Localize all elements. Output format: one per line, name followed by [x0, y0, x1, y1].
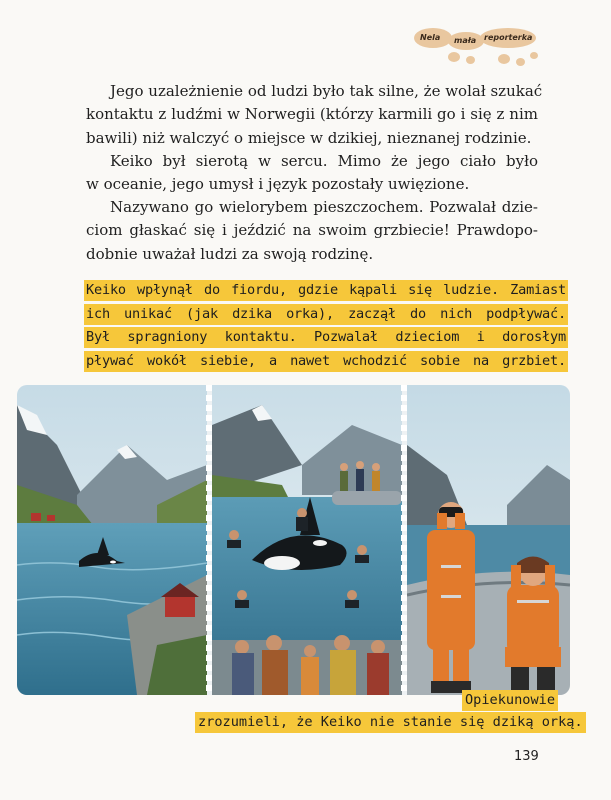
text-line: ciom głaskać się i jeździć na swoim grzbiecie! Prawdopo-	[86, 221, 538, 240]
text-line: bawili) niż walczyć o miejsce w dzikiej, nieznanej rodzinie.	[86, 128, 532, 147]
text-line: dobnie uważał ludzi za swoją rodzinę.	[86, 244, 374, 263]
text-line: w oceanie, jego umysł i język pozostały uwięzione.	[86, 175, 470, 194]
panel-caretakers	[407, 385, 570, 695]
text-line: kontaktu z ludźmi w Norwegii (którzy karmili go i się z nim	[86, 105, 538, 124]
text-line: Keiko był sierotą w sercu. Mimo że jego ciało było	[110, 152, 538, 170]
paragraph-2	[86, 150, 538, 197]
highlight-line: ich unikać (jak dzika orka), zaczął do nich podpływać.	[84, 304, 568, 325]
highlight-line: pływać wokół siebie, a nawet wchodzić sobie na grzbiet.	[84, 351, 568, 372]
highlight-line: Keiko wpłynął do fiordu, gdzie kąpali się ludzie. Zamiast	[84, 280, 568, 301]
comic-illustration	[17, 385, 570, 695]
highlight-line: Był spragniony kontaktu. Pozwalał dzieciom i dorosłym	[84, 327, 568, 348]
series-logo	[414, 26, 544, 72]
text-line: Jego uzależnienie od ludzi było tak silne, że wolał szukać	[110, 82, 543, 100]
page-number: 139	[514, 749, 539, 764]
highlighted-text	[84, 280, 568, 374]
logo-word-2: mała	[454, 36, 477, 45]
text-line: Nazywano go wielorybem pieszczochem. Pozwalał dzie-	[110, 198, 538, 216]
logo-word-3: reporterka	[484, 33, 533, 42]
paragraph-1	[86, 80, 543, 150]
panel-fjord-orca	[17, 385, 207, 695]
paragraph-3	[86, 196, 538, 266]
caption-line-1: Opiekunowie	[462, 690, 558, 711]
caption-line-2: zrozumieli, że Keiko nie stanie się dziką orką.	[195, 712, 586, 733]
logo-word-1: Nela	[420, 33, 441, 42]
panel-swimming-with-orca	[212, 385, 402, 695]
